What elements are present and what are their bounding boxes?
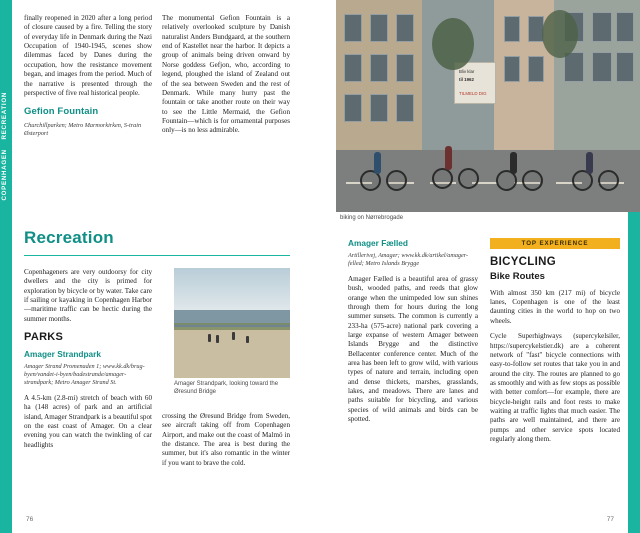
paragraph-bike-lanes: With almost 350 km (217 mi) of bicycle lanes, Copenhagen is one of the least daunting cities in the world to hop on two wheels.: [490, 288, 620, 325]
ad-line-2: til 1962: [459, 77, 474, 82]
photo-figure: [208, 334, 211, 342]
photo-biking-norrebrogade: [336, 0, 640, 212]
paragraph-amager-strandpark: A 4.5-km (2.8-mi) stretch of beach with 60 ha (148 acres) of park and an artificial island, Amager Strandpark is a beautiful spot on the east coast of Amager. On a clear evening you can watch the twinkling of car headlights: [24, 393, 152, 449]
photo-figure: [246, 336, 249, 343]
column-bicycling: [490, 255, 620, 444]
subheading-bike-routes: Bike Routes: [490, 271, 545, 283]
paragraph-museum-continuation: finally reopened in 2020 after a long period of closure caused by a fire. Telling the story of everyday life in Denmark during the Nazi Occupation of 1940-1945, scenes show dilemmas faced by Danes during the occupation, how the resistance movement began, and images from the period. Much of the narrative is presented through the perspective of five real historical people.: [24, 14, 152, 97]
folio-left: 76: [26, 516, 34, 523]
paragraph-oresund-bridge: crossing the Øresund Bridge from Sweden, see aircraft taking off from Copenhagen Airport, and make out the coast of Malmö in the distance. The area is best during the summer, but it's also romantic in the winter if you want to brave the cold.: [162, 412, 290, 467]
heading-amager-falled: Amager Fælled: [348, 238, 408, 248]
caption-biking-norrebrogade: biking on Nørrebrogade: [340, 215, 404, 221]
photo-tree: [432, 18, 474, 70]
photo-road: [336, 150, 640, 212]
meta-amager-falled: Artillerivej, Amager; www.kk.dk/artikel/amager-felled; Metro Islands Brygge: [348, 251, 469, 268]
left-running-head-line1: COPENHAGEN: [1, 149, 8, 201]
column-parks-right: [162, 412, 290, 468]
caption-amager-strandpark: Amager Strandpark, looking toward the Øresund Bridge: [174, 381, 279, 395]
ad-line-1: Bliv klar: [459, 69, 475, 74]
recreation-section-header: [24, 228, 290, 262]
photo-figure: [216, 335, 219, 343]
meta-gefion-fountain: Churchillparken; Metro Marmorkirken, S-train Østerport: [24, 121, 142, 138]
meta-amager-strandpark: Amager Strand Promenaden 1; www.kk.dk/brug-byen/vandet-i-byen/badestrande/amager-strandpark; Metro Amager Strand St.: [24, 362, 145, 387]
heading-bicycling: BICYCLING: [490, 256, 556, 268]
photo-amager-strandpark: [174, 268, 290, 378]
section-title-recreation: Recreation: [24, 228, 114, 247]
badge-top-experience: TOP EXPERIENCE: [490, 238, 620, 249]
column-gefion-left: [24, 14, 152, 145]
heading-amager-strandpark: Amager Strandpark: [24, 348, 102, 359]
photo-sky: [174, 268, 290, 310]
page-sheet: [12, 0, 628, 533]
heading-gefion-fountain: Gefion Fountain: [24, 106, 99, 118]
column-parks-left: [24, 268, 152, 450]
ad-line-3: TILMELD DIG: [459, 91, 487, 96]
section-divider: [24, 255, 290, 256]
paragraph-gefion-description: The monumental Gefion Fountain is a relatively overlooked sculpture by Danish naturalist Anders Bundgaard, at the southern end of Kastellet near the harbor. It depicts a group of animals being driven onward by Norse goddess Gefjon, who, according to legend, ploughed the island of Zealand out of the sea between Sweden and the rest of Denmark. While many hurry past the fountain or take another route on their way to see the Little Mermaid, the Gefion Fountain—which is for ornamental purposes only—is no less admirable.: [162, 14, 290, 135]
paragraph-amager-falled: Amager Fælled is a beautiful area of grassy bush, wooded paths, and reeds that glow orange when the unimpeded low sun shines through them for hours during the long summer sunsets. The common is currently a 233-ha (575-acre) national park covering a large expanse of western Amager between Islands Brygge and the distinctive Bellacenter conference center. Much of the area has been left to grow wild, with various types of nature and terrain, including open and dense thickets, marshes, grasslands, lakes, and meadows. There are lanes and paths suitable for bicycling, and various species of wild animals and birds can be spotted.: [348, 274, 478, 424]
left-running-head: [1, 92, 9, 201]
column-amager-falled: [348, 238, 478, 425]
photo-tree: [542, 10, 578, 58]
heading-parks: PARKS: [24, 331, 64, 344]
left-running-head-line2: RECREATION: [1, 92, 8, 140]
left-edge-tab: [0, 0, 12, 533]
folio-right: 77: [606, 516, 614, 523]
photo-shoreline: [174, 325, 290, 327]
column-gefion-right: [162, 14, 290, 136]
paragraph-cycle-superhighways: Cycle Superhighways (supercykelsiler, https://supercykelstier.dk) are a coherent network of "fast" bicycle connections with easy-to-follow set routes that take you in and around the city. The routes are planned to go as smoothly and with as few stops as possible with better comfort—for example, there are bicycle-height rails and foot rests to make waiting at traffic lights that much easier. The paths are well maintained, and there are pumps and other service spots located regularly along them.: [490, 332, 620, 444]
paragraph-recreation-intro: Copenhageners are very outdoorsy for city dwellers and the city is primed for exploration by bicycle or by water. Take care if sailing or kayaking in Copenhagen Harbor—maritime traffic can be hectic during the summer months.: [24, 268, 152, 323]
photo-figure: [232, 332, 235, 340]
